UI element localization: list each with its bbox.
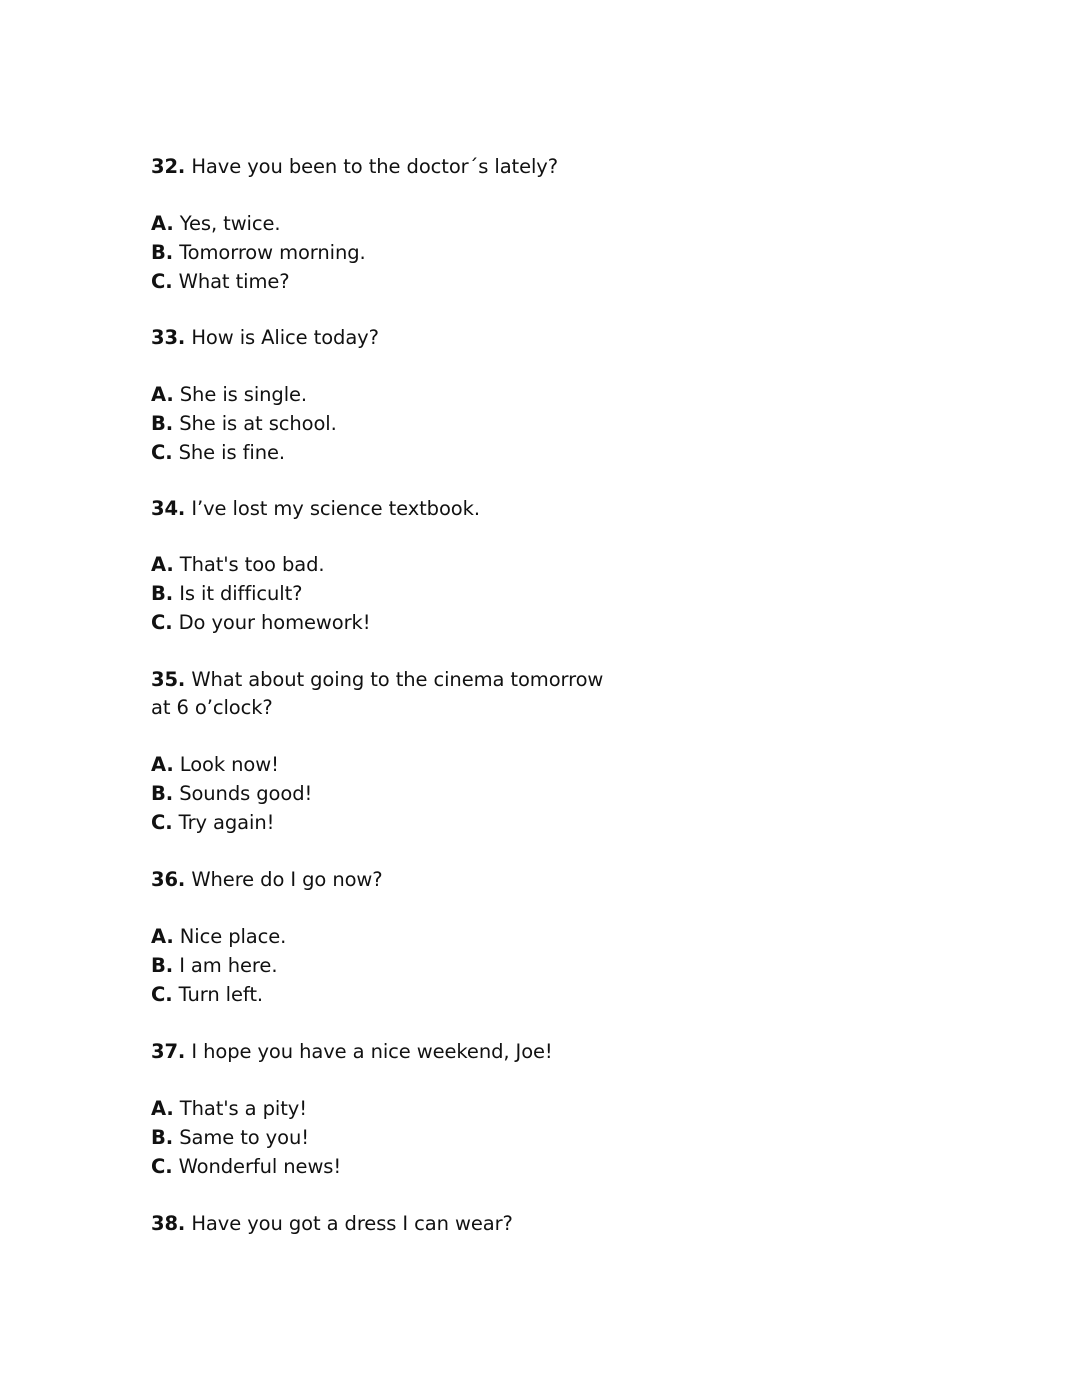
option-32-c (151, 268, 289, 296)
option-32-a (151, 210, 281, 238)
option-32-b (151, 239, 366, 267)
option-label: A. (151, 553, 174, 576)
option-text: What time? (178, 270, 290, 293)
question-text: How is Alice today? (191, 326, 379, 349)
option-34-b (151, 580, 302, 608)
option-label: A. (151, 925, 174, 948)
question-number: 36. (151, 868, 186, 891)
option-label: B. (151, 782, 174, 805)
question-text: I’ve lost my science textbook. (191, 497, 480, 520)
option-text: Look now! (179, 753, 279, 776)
question-text: at 6 o’clock? (151, 696, 273, 719)
option-35-c (151, 809, 274, 837)
option-label: B. (151, 241, 174, 264)
question-text: I hope you have a nice weekend, Joe! (191, 1040, 553, 1063)
option-36-c (151, 981, 263, 1009)
option-35-b (151, 780, 312, 808)
question-text: Have you got a dress I can wear? (191, 1212, 513, 1235)
option-label: A. (151, 383, 174, 406)
option-37-a (151, 1095, 307, 1123)
option-36-b (151, 952, 277, 980)
option-label: B. (151, 954, 174, 977)
question-number: 34. (151, 497, 186, 520)
option-label: C. (151, 441, 173, 464)
option-text: Yes, twice. (179, 212, 281, 235)
question-33 (151, 324, 379, 352)
option-36-a (151, 923, 286, 951)
option-text: Nice place. (179, 925, 287, 948)
option-text: Turn left. (178, 983, 263, 1006)
option-label: C. (151, 1155, 173, 1178)
option-34-c (151, 609, 370, 637)
option-label: C. (151, 811, 173, 834)
option-label: C. (151, 270, 173, 293)
option-text: Is it difficult? (179, 582, 303, 605)
question-38 (151, 1210, 513, 1238)
option-37-b (151, 1124, 309, 1152)
question-number: 38. (151, 1212, 186, 1235)
option-34-a (151, 551, 324, 579)
option-text: Sounds good! (179, 782, 313, 805)
question-text: Where do I go now? (191, 868, 383, 891)
option-37-c (151, 1153, 341, 1181)
option-text: She is single. (179, 383, 308, 406)
question-text: What about going to the cinema tomorrow (191, 668, 604, 691)
option-33-b (151, 410, 337, 438)
question-32 (151, 153, 558, 181)
option-label: C. (151, 611, 173, 634)
question-34 (151, 495, 480, 523)
option-text: She is fine. (178, 441, 285, 464)
option-label: C. (151, 983, 173, 1006)
option-text: She is at school. (179, 412, 337, 435)
question-37 (151, 1038, 553, 1066)
option-label: A. (151, 753, 174, 776)
option-text: Wonderful news! (178, 1155, 342, 1178)
option-label: A. (151, 1097, 174, 1120)
option-text: That's too bad. (179, 553, 325, 576)
option-label: B. (151, 582, 174, 605)
option-text: I am here. (179, 954, 278, 977)
question-35 (151, 666, 603, 694)
option-text: That's a pity! (179, 1097, 307, 1120)
option-label: A. (151, 212, 174, 235)
option-33-a (151, 381, 307, 409)
option-33-c (151, 439, 285, 467)
question-number: 37. (151, 1040, 186, 1063)
question-number: 35. (151, 668, 186, 691)
option-35-a (151, 751, 279, 779)
option-text: Try again! (178, 811, 275, 834)
option-label: B. (151, 412, 174, 435)
option-label: B. (151, 1126, 174, 1149)
question-number: 33. (151, 326, 186, 349)
question-text: Have you been to the doctor´s lately? (191, 155, 558, 178)
question-36 (151, 866, 383, 894)
option-text: Tomorrow morning. (179, 241, 366, 264)
question-number: 32. (151, 155, 186, 178)
option-text: Same to you! (179, 1126, 309, 1149)
question-35-continued (151, 694, 273, 722)
option-text: Do your homework! (178, 611, 371, 634)
